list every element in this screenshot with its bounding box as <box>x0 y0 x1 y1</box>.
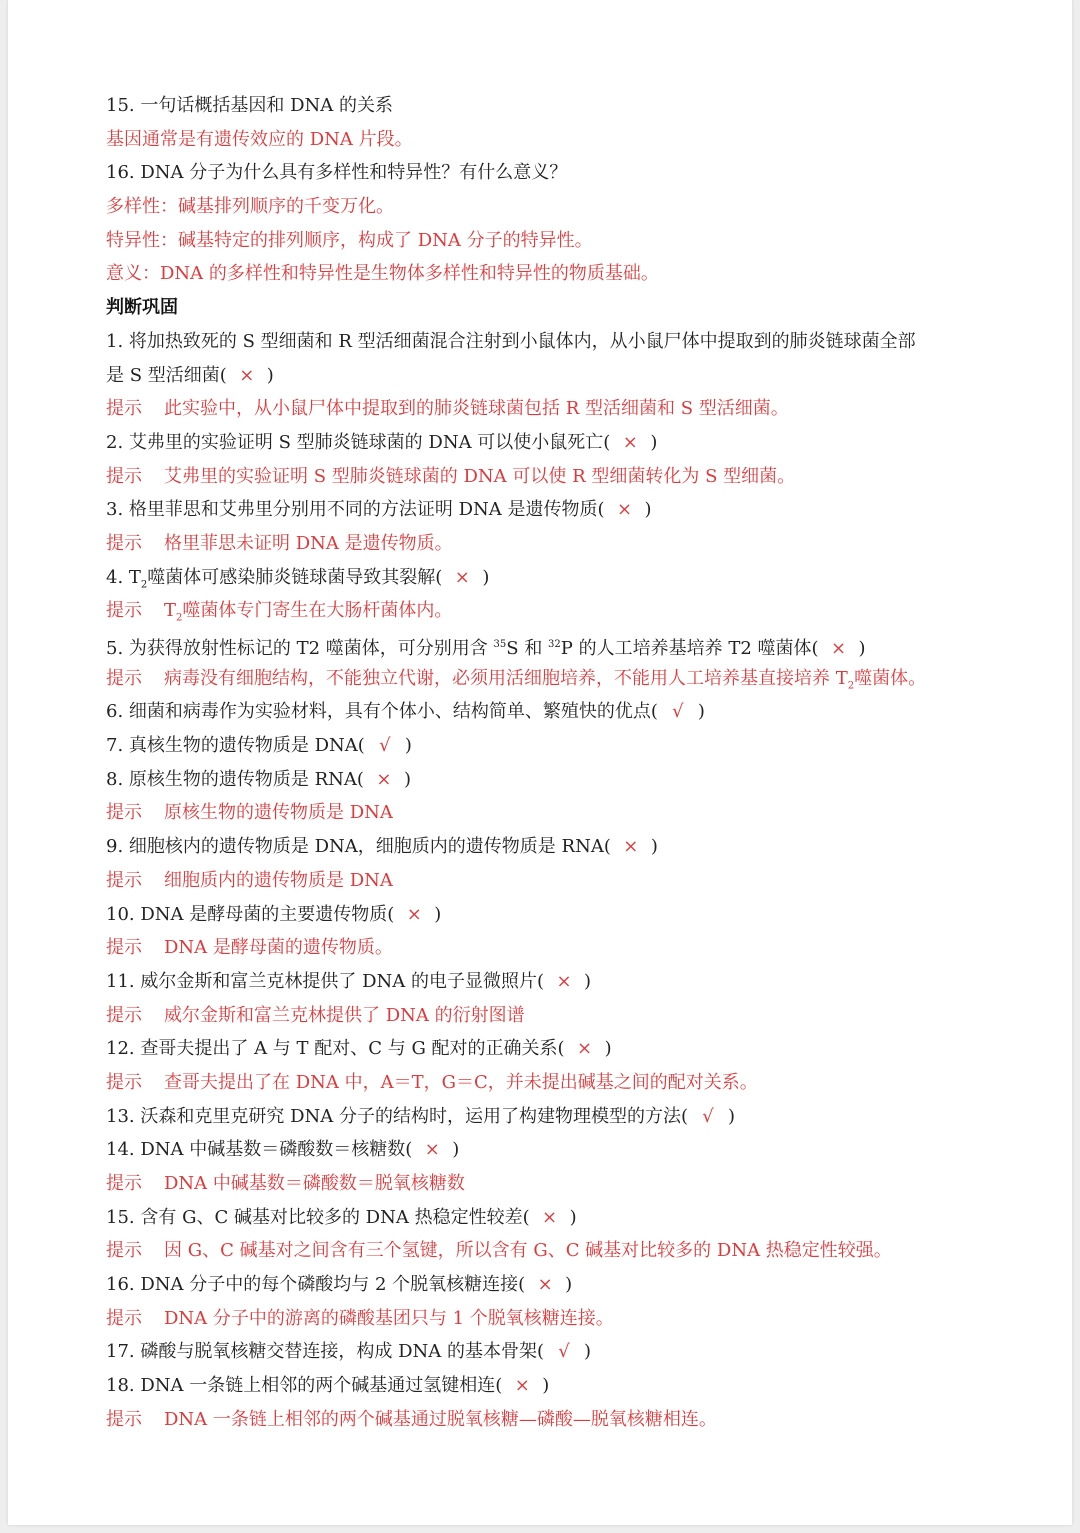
judge-3-tip: 提示 格里菲思未证明 DNA 是遗传物质。 <box>106 532 453 554</box>
judge-10-tip: 提示 DNA 是酵母菌的遗传物质。 <box>106 937 393 959</box>
tip-label: 提示 <box>106 1173 142 1194</box>
judge-18-tip: 提示 DNA 一条链上相邻的两个碱基通过脱氧核糖—磷酸—脱氧核糖相连。 <box>106 1408 717 1430</box>
judge-14-cross-mark: × <box>424 1139 440 1161</box>
judge-11-tip: 提示 威尔金斯和富兰克林提供了 DNA 的衍射图谱 <box>106 1004 525 1026</box>
judge-10-cross-mark: × <box>406 903 422 925</box>
judge-14-tip: 提示 DNA 中碱基数＝磷酸数＝脱氧核糖数 <box>106 1173 465 1194</box>
judge-12-tip: 提示 查哥夫提出了在 DNA 中，A＝T，G＝C，并未提出碱基之间的配对关系。 <box>106 1071 758 1093</box>
document-content <box>106 89 1006 1437</box>
judge-3-question: 3. 格里菲思和艾弗里分别用不同的方法证明 DNA 是遗传物质( × ) <box>106 493 1006 527</box>
judge-11-cross-mark: × <box>556 970 572 992</box>
judge-1-tip: 提示 此实验中，从小鼠尸体中提取到的肺炎链球菌包括 R 型活细菌和 S 型活细菌。 <box>106 398 789 420</box>
judge-3-cross-mark: × <box>617 499 633 521</box>
tip-label: 提示 <box>106 937 142 959</box>
judge-5-question: 5. 为获得放射性标记的 T2 噬菌体，可分别用含 $^{35}$S 和 $^{32}$P 的人工培养基培养 T2 噬菌体( × ) <box>106 628 1006 662</box>
judge-4-tip: 提示 $T_2$噬菌体专门寄生在大肠杆菌体内。 <box>106 600 453 624</box>
judge-14-question: 14. DNA 中碱基数＝磷酸数＝核糖数( × ) <box>106 1133 1006 1167</box>
judge-1-question-line2: 是 S 型活细菌( × ) <box>106 359 1006 393</box>
tip-label: 提示 <box>106 802 142 824</box>
judge-6-question: 6. 细菌和病毒作为实验材料，具有个体小、结构简单、繁殖快的优点( √ ) <box>106 695 1006 729</box>
judge-9-question: 9. 细胞核内的遗传物质是 DNA，细胞质内的遗传物质是 RNA( × ) <box>106 830 1006 864</box>
judge-2-question: 2. 艾弗里的实验证明 S 型肺炎链球菌的 DNA 可以使小鼠死亡( × ) <box>106 426 1006 460</box>
tip-label: 提示 <box>106 1240 142 1262</box>
answer-16-diversity: 多样性：碱基排列顺序的千变万化。 <box>106 196 394 218</box>
judge-17-question: 17. 磷酸与脱氧核糖交替连接，构成 DNA 的基本骨架( √ ) <box>106 1335 1006 1369</box>
judge-9-cross-mark: × <box>623 836 639 858</box>
question-16-text: 16. DNA 分子为什么具有多样性和特异性？有什么意义？ <box>106 162 568 184</box>
tip-label: 提示 <box>106 398 142 420</box>
answer-15-text: 基因通常是有遗传效应的 DNA 片段。 <box>106 128 413 150</box>
tip-label: 提示 <box>106 1071 142 1093</box>
judge-7-check-mark: √ <box>379 735 391 757</box>
judge-4-question: 4. $T_2$噬菌体可感染肺炎链球菌导致其裂解( × ) <box>106 561 1006 595</box>
judge-17-check-mark: √ <box>558 1341 570 1363</box>
tip-label: 提示 <box>106 532 142 554</box>
judge-9-tip: 提示 细胞质内的遗传物质是 DNA <box>106 869 393 891</box>
judge-7-question: 7. 真核生物的遗传物质是 DNA( √ ) <box>106 729 1006 763</box>
judge-15-cross-mark: × <box>542 1206 558 1228</box>
section-title: 判断巩固 <box>106 297 178 319</box>
judge-12-cross-mark: × <box>577 1038 593 1060</box>
judge-16-cross-mark: × <box>537 1274 553 1296</box>
judge-8-question: 8. 原核生物的遗传物质是 RNA( × ) <box>106 763 1006 797</box>
judge-4-cross-mark: × <box>454 566 470 588</box>
judge-8-tip: 提示 原核生物的遗传物质是 DNA <box>106 802 393 824</box>
answer-16-significance: 意义：DNA 的多样性和特异性是生物体多样性和特异性的物质基础。 <box>106 263 659 285</box>
tip-label: 提示 <box>106 465 142 487</box>
judge-12-question: 12. 查哥夫提出了 A 与 T 配对、C 与 G 配对的正确关系( × ) <box>106 1032 1006 1066</box>
judge-16-tip: 提示 DNA 分子中的游离的磷酸基团只与 1 个脱氧核糖连接。 <box>106 1307 614 1329</box>
judge-13-check-mark: √ <box>702 1105 714 1127</box>
tip-label: 提示 <box>106 1004 142 1026</box>
judge-6-check-mark: √ <box>672 701 684 723</box>
tip-label: 提示 <box>106 869 142 891</box>
judge-5-tip: 提示 病毒没有细胞结构，不能独立代谢，必须用活细胞培养，不能用人工培养基直接培养 $T_2$噬菌体。 <box>106 667 927 692</box>
judge-1-question-line1: 1. 将加热致死的 S 型细菌和 R 型活细菌混合注射到小鼠体内，从小鼠尸体中提取到的肺炎链球菌全部 <box>106 330 916 352</box>
question-15-text: 15. 一句话概括基因和 DNA 的关系 <box>106 95 393 116</box>
judge-10-question: 10. DNA 是酵母菌的主要遗传物质( × ) <box>106 898 1006 932</box>
tip-label: 提示 <box>106 1307 142 1329</box>
judge-2-cross-mark: × <box>622 431 638 453</box>
judge-13-question: 13. 沃森和克里克研究 DNA 分子的结构时，运用了构建物理模型的方法( √ ) <box>106 1100 1006 1134</box>
judge-5-cross-mark: × <box>831 638 847 659</box>
tip-label: 提示 <box>106 1408 142 1430</box>
judge-16-question: 16. DNA 分子中的每个磷酸均与 2 个脱氧核糖连接( × ) <box>106 1268 1006 1302</box>
judge-2-tip: 提示 艾弗里的实验证明 S 型肺炎链球菌的 DNA 可以使 R 型细菌转化为 S 型细菌。 <box>106 465 796 487</box>
judge-8-cross-mark: × <box>376 768 392 790</box>
tip-label: 提示 <box>106 600 142 622</box>
judge-11-question: 11. 威尔金斯和富兰克林提供了 DNA 的电子显微照片( × ) <box>106 965 1006 999</box>
answer-16-specificity: 特异性：碱基特定的排列顺序，构成了 DNA 分子的特异性。 <box>106 229 593 251</box>
judge-15-question: 15. 含有 G、C 碱基对比较多的 DNA 热稳定性较差( × ) <box>106 1201 1006 1235</box>
tip-label: 提示 <box>106 667 142 689</box>
document-page <box>8 0 1072 1525</box>
judge-18-question: 18. DNA 一条链上相邻的两个碱基通过氢键相连( × ) <box>106 1369 1006 1403</box>
judge-1-cross-mark: × <box>239 364 255 386</box>
judge-18-cross-mark: × <box>514 1375 530 1397</box>
judge-15-tip: 提示 因 G、C 碱基对之间含有三个氢键，所以含有 G、C 碱基对比较多的 DNA 热稳定性较强。 <box>106 1240 892 1262</box>
